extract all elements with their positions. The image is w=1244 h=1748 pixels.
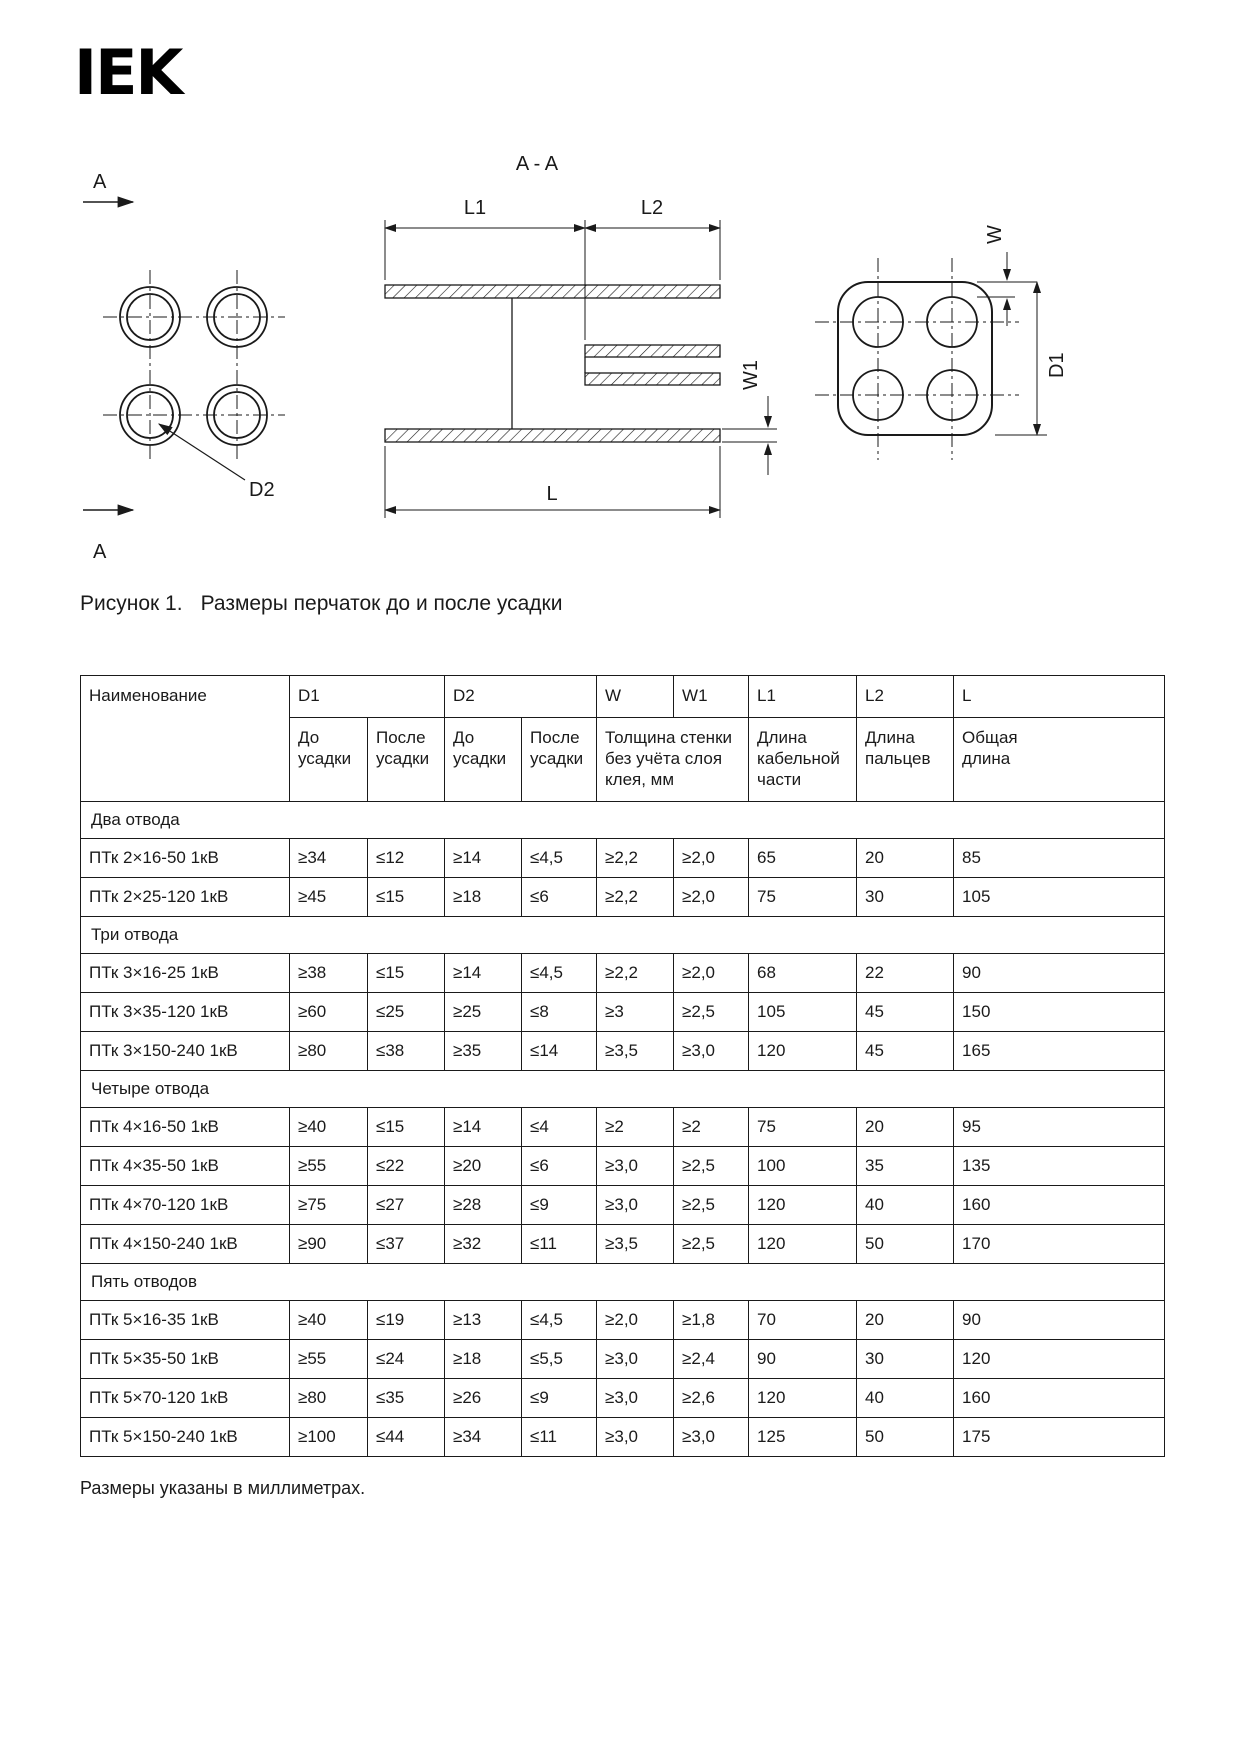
- value-cell: ≤9: [522, 1379, 597, 1418]
- table-row: [81, 1379, 1165, 1418]
- value-cell: ≤4: [522, 1108, 597, 1147]
- value-cell: ≥3,0: [597, 1147, 674, 1186]
- d2-label: D2: [249, 479, 275, 501]
- product-name-cell: ПТк 5×35-50 1кВ: [81, 1340, 290, 1379]
- section-label-a-top: A: [93, 171, 107, 193]
- left-cross-section: [83, 202, 285, 510]
- value-cell: 90: [749, 1340, 857, 1379]
- value-cell: ≥34: [445, 1418, 522, 1457]
- value-cell: ≥2,5: [674, 1186, 749, 1225]
- value-cell: ≥100: [290, 1418, 368, 1457]
- table-row: [81, 1186, 1165, 1225]
- l2-label: L2: [640, 197, 664, 219]
- value-cell: 85: [954, 839, 1165, 878]
- header-cable-length: Длина кабельной части: [749, 718, 857, 802]
- value-cell: 120: [749, 1225, 857, 1264]
- header-d2: D2: [445, 676, 597, 718]
- product-name-cell: ПТк 3×35-120 1кВ: [81, 993, 290, 1032]
- value-cell: ≤15: [368, 878, 445, 917]
- product-name-cell: ПТк 5×70-120 1кВ: [81, 1379, 290, 1418]
- value-cell: ≥2,6: [674, 1379, 749, 1418]
- value-cell: ≤4,5: [522, 954, 597, 993]
- value-cell: 40: [857, 1379, 954, 1418]
- value-cell: ≥2,2: [597, 878, 674, 917]
- value-cell: 75: [749, 878, 857, 917]
- value-cell: ≥3,0: [597, 1379, 674, 1418]
- header-finger-length: Длина пальцев: [857, 718, 954, 802]
- value-cell: 30: [857, 1340, 954, 1379]
- w-label: W: [984, 225, 1006, 244]
- table-footnote: Размеры указаны в миллиметрах.: [80, 1478, 366, 1498]
- value-cell: ≥38: [290, 954, 368, 993]
- group-title: Четыре отвода: [81, 1071, 1165, 1108]
- product-name-cell: ПТк 4×16-50 1кВ: [81, 1108, 290, 1147]
- value-cell: ≥90: [290, 1225, 368, 1264]
- value-cell: ≤6: [522, 878, 597, 917]
- value-cell: 90: [954, 1301, 1165, 1340]
- value-cell: ≥40: [290, 1301, 368, 1340]
- value-cell: ≥60: [290, 993, 368, 1032]
- value-cell: ≥20: [445, 1147, 522, 1186]
- value-cell: ≥2,5: [674, 1147, 749, 1186]
- value-cell: ≥55: [290, 1340, 368, 1379]
- section-view-title: A - A: [515, 153, 559, 175]
- value-cell: ≥2: [597, 1108, 674, 1147]
- l1-label: L1: [463, 197, 487, 219]
- value-cell: 105: [954, 878, 1165, 917]
- value-cell: ≥18: [445, 878, 522, 917]
- value-cell: ≥3,5: [597, 1225, 674, 1264]
- value-cell: 95: [954, 1108, 1165, 1147]
- d1-label: D1: [1046, 352, 1068, 378]
- outlet-circles: [853, 297, 977, 420]
- value-cell: 170: [954, 1225, 1165, 1264]
- header-wall-thickness: Толщина стенки без учёта слоя клея, мм: [597, 718, 749, 802]
- value-cell: ≤27: [368, 1186, 445, 1225]
- center-lines-right: [815, 258, 1019, 460]
- product-name-cell: ПТк 2×25-120 1кВ: [81, 878, 290, 917]
- glove-shell-outline: [838, 282, 992, 435]
- figure-caption: [80, 592, 562, 616]
- group-header-row: [81, 1071, 1165, 1108]
- value-cell: ≥3,5: [597, 1032, 674, 1071]
- value-cell: ≤24: [368, 1340, 445, 1379]
- value-cell: ≥2,0: [674, 878, 749, 917]
- group-title: Два отвода: [81, 802, 1165, 839]
- group-title: Пять отводов: [81, 1264, 1165, 1301]
- section-label-a-bottom: A: [93, 541, 107, 563]
- value-cell: 105: [749, 993, 857, 1032]
- product-name-cell: ПТк 3×16-25 1кВ: [81, 954, 290, 993]
- value-cell: ≤4,5: [522, 1301, 597, 1340]
- header-total-length: [954, 718, 1165, 802]
- iek-logo: IEK: [74, 36, 182, 109]
- product-name-cell: ПТк 4×150-240 1кВ: [81, 1225, 290, 1264]
- value-cell: ≥3,0: [674, 1418, 749, 1457]
- value-cell: ≥28: [445, 1186, 522, 1225]
- value-cell: ≥14: [445, 954, 522, 993]
- value-cell: 35: [857, 1147, 954, 1186]
- value-cell: ≤44: [368, 1418, 445, 1457]
- product-name-cell: ПТк 4×35-50 1кВ: [81, 1147, 290, 1186]
- value-cell: ≥2,0: [674, 839, 749, 878]
- value-cell: ≤11: [522, 1418, 597, 1457]
- value-cell: 160: [954, 1379, 1165, 1418]
- value-cell: ≤35: [368, 1379, 445, 1418]
- value-cell: ≥18: [445, 1340, 522, 1379]
- table-row: [81, 954, 1165, 993]
- group-header-row: [81, 802, 1165, 839]
- header-d2-after: После усадки: [522, 718, 597, 802]
- value-cell: 150: [954, 993, 1165, 1032]
- value-cell: ≥55: [290, 1147, 368, 1186]
- header-d1: D1: [290, 676, 445, 718]
- value-cell: ≥25: [445, 993, 522, 1032]
- value-cell: ≥35: [445, 1032, 522, 1071]
- value-cell: 50: [857, 1225, 954, 1264]
- value-cell: 68: [749, 954, 857, 993]
- value-cell: ≤15: [368, 954, 445, 993]
- header-l: L: [954, 676, 1165, 718]
- right-cross-section: [815, 252, 1047, 460]
- value-cell: ≥3,0: [597, 1418, 674, 1457]
- table-row: [81, 839, 1165, 878]
- value-cell: 100: [749, 1147, 857, 1186]
- value-cell: 125: [749, 1418, 857, 1457]
- d2-leader-line: [159, 424, 245, 480]
- value-cell: 175: [954, 1418, 1165, 1457]
- group-header-row: [81, 1264, 1165, 1301]
- outlet-rings: [120, 287, 267, 445]
- glove-dimensions-drawing: [75, 140, 1075, 570]
- value-cell: ≥14: [445, 839, 522, 878]
- header-l2: L2: [857, 676, 954, 718]
- value-cell: ≥1,8: [674, 1301, 749, 1340]
- value-cell: ≥2,2: [597, 839, 674, 878]
- value-cell: ≥34: [290, 839, 368, 878]
- value-cell: ≥3,0: [674, 1032, 749, 1071]
- value-cell: 65: [749, 839, 857, 878]
- header-w1: W1: [674, 676, 749, 718]
- value-cell: ≤11: [522, 1225, 597, 1264]
- table-body: [81, 802, 1165, 1457]
- glove-section-body: [385, 285, 720, 442]
- value-cell: ≥3,0: [597, 1340, 674, 1379]
- product-name-cell: ПТк 5×16-35 1кВ: [81, 1301, 290, 1340]
- table-row: [81, 1147, 1165, 1186]
- value-cell: ≥75: [290, 1186, 368, 1225]
- group-title: Три отвода: [81, 917, 1165, 954]
- value-cell: ≥13: [445, 1301, 522, 1340]
- table-header-row-1: [81, 676, 1165, 718]
- figure-caption-text: Размеры перчаток до и после усадки: [200, 592, 563, 615]
- value-cell: ≤9: [522, 1186, 597, 1225]
- value-cell: ≤37: [368, 1225, 445, 1264]
- figure-caption-label: Рисунок 1.: [80, 592, 183, 615]
- value-cell: ≤38: [368, 1032, 445, 1071]
- value-cell: ≤8: [522, 993, 597, 1032]
- header-name: Наименование: [81, 676, 290, 802]
- value-cell: ≥80: [290, 1032, 368, 1071]
- value-cell: ≥2,0: [674, 954, 749, 993]
- technical-drawing: [75, 140, 1075, 570]
- table-row: [81, 1108, 1165, 1147]
- header-l1: L1: [749, 676, 857, 718]
- dimension-lines: [385, 220, 777, 518]
- table-row: [81, 1032, 1165, 1071]
- value-cell: ≤14: [522, 1032, 597, 1071]
- header-total-length-text: Общая длина: [962, 728, 1018, 768]
- value-cell: 50: [857, 1418, 954, 1457]
- value-cell: 45: [857, 993, 954, 1032]
- value-cell: ≥2,2: [597, 954, 674, 993]
- value-cell: ≥45: [290, 878, 368, 917]
- dimensions-table: [80, 675, 1165, 1457]
- value-cell: 75: [749, 1108, 857, 1147]
- value-cell: 135: [954, 1147, 1165, 1186]
- value-cell: ≥40: [290, 1108, 368, 1147]
- table-row: [81, 1418, 1165, 1457]
- w1-label: W1: [740, 360, 762, 390]
- value-cell: 20: [857, 839, 954, 878]
- value-cell: 30: [857, 878, 954, 917]
- value-cell: ≤19: [368, 1301, 445, 1340]
- header-d1-before: До усадки: [290, 718, 368, 802]
- value-cell: ≤12: [368, 839, 445, 878]
- product-name-cell: ПТк 5×150-240 1кВ: [81, 1418, 290, 1457]
- value-cell: ≥26: [445, 1379, 522, 1418]
- value-cell: 120: [749, 1379, 857, 1418]
- header-d1-after: После усадки: [368, 718, 445, 802]
- value-cell: ≥2,0: [597, 1301, 674, 1340]
- value-cell: ≤22: [368, 1147, 445, 1186]
- value-cell: ≥80: [290, 1379, 368, 1418]
- value-cell: ≥3: [597, 993, 674, 1032]
- value-cell: ≥3,0: [597, 1186, 674, 1225]
- value-cell: 40: [857, 1186, 954, 1225]
- value-cell: ≥2: [674, 1108, 749, 1147]
- right-dimension-lines: [977, 252, 1047, 435]
- value-cell: 70: [749, 1301, 857, 1340]
- l-label: L: [546, 483, 558, 505]
- value-cell: ≤15: [368, 1108, 445, 1147]
- group-header-row: [81, 917, 1165, 954]
- value-cell: ≥2,5: [674, 1225, 749, 1264]
- value-cell: ≥2,5: [674, 993, 749, 1032]
- header-d2-before: До усадки: [445, 718, 522, 802]
- value-cell: 120: [954, 1340, 1165, 1379]
- value-cell: 20: [857, 1108, 954, 1147]
- value-cell: 120: [749, 1186, 857, 1225]
- value-cell: ≥2,4: [674, 1340, 749, 1379]
- value-cell: ≤4,5: [522, 839, 597, 878]
- product-name-cell: ПТк 3×150-240 1кВ: [81, 1032, 290, 1071]
- value-cell: 160: [954, 1186, 1165, 1225]
- product-name-cell: ПТк 4×70-120 1кВ: [81, 1186, 290, 1225]
- value-cell: 22: [857, 954, 954, 993]
- value-cell: ≤5,5: [522, 1340, 597, 1379]
- value-cell: ≥32: [445, 1225, 522, 1264]
- center-lines: [103, 270, 285, 462]
- value-cell: 45: [857, 1032, 954, 1071]
- table-row: [81, 878, 1165, 917]
- value-cell: 90: [954, 954, 1165, 993]
- value-cell: ≤6: [522, 1147, 597, 1186]
- value-cell: 165: [954, 1032, 1165, 1071]
- value-cell: ≥14: [445, 1108, 522, 1147]
- product-name-cell: ПТк 2×16-50 1кВ: [81, 839, 290, 878]
- table-row: [81, 1225, 1165, 1264]
- value-cell: 20: [857, 1301, 954, 1340]
- table-row: [81, 993, 1165, 1032]
- value-cell: 120: [749, 1032, 857, 1071]
- header-w: W: [597, 676, 674, 718]
- value-cell: ≤25: [368, 993, 445, 1032]
- table-row: [81, 1301, 1165, 1340]
- table-row: [81, 1340, 1165, 1379]
